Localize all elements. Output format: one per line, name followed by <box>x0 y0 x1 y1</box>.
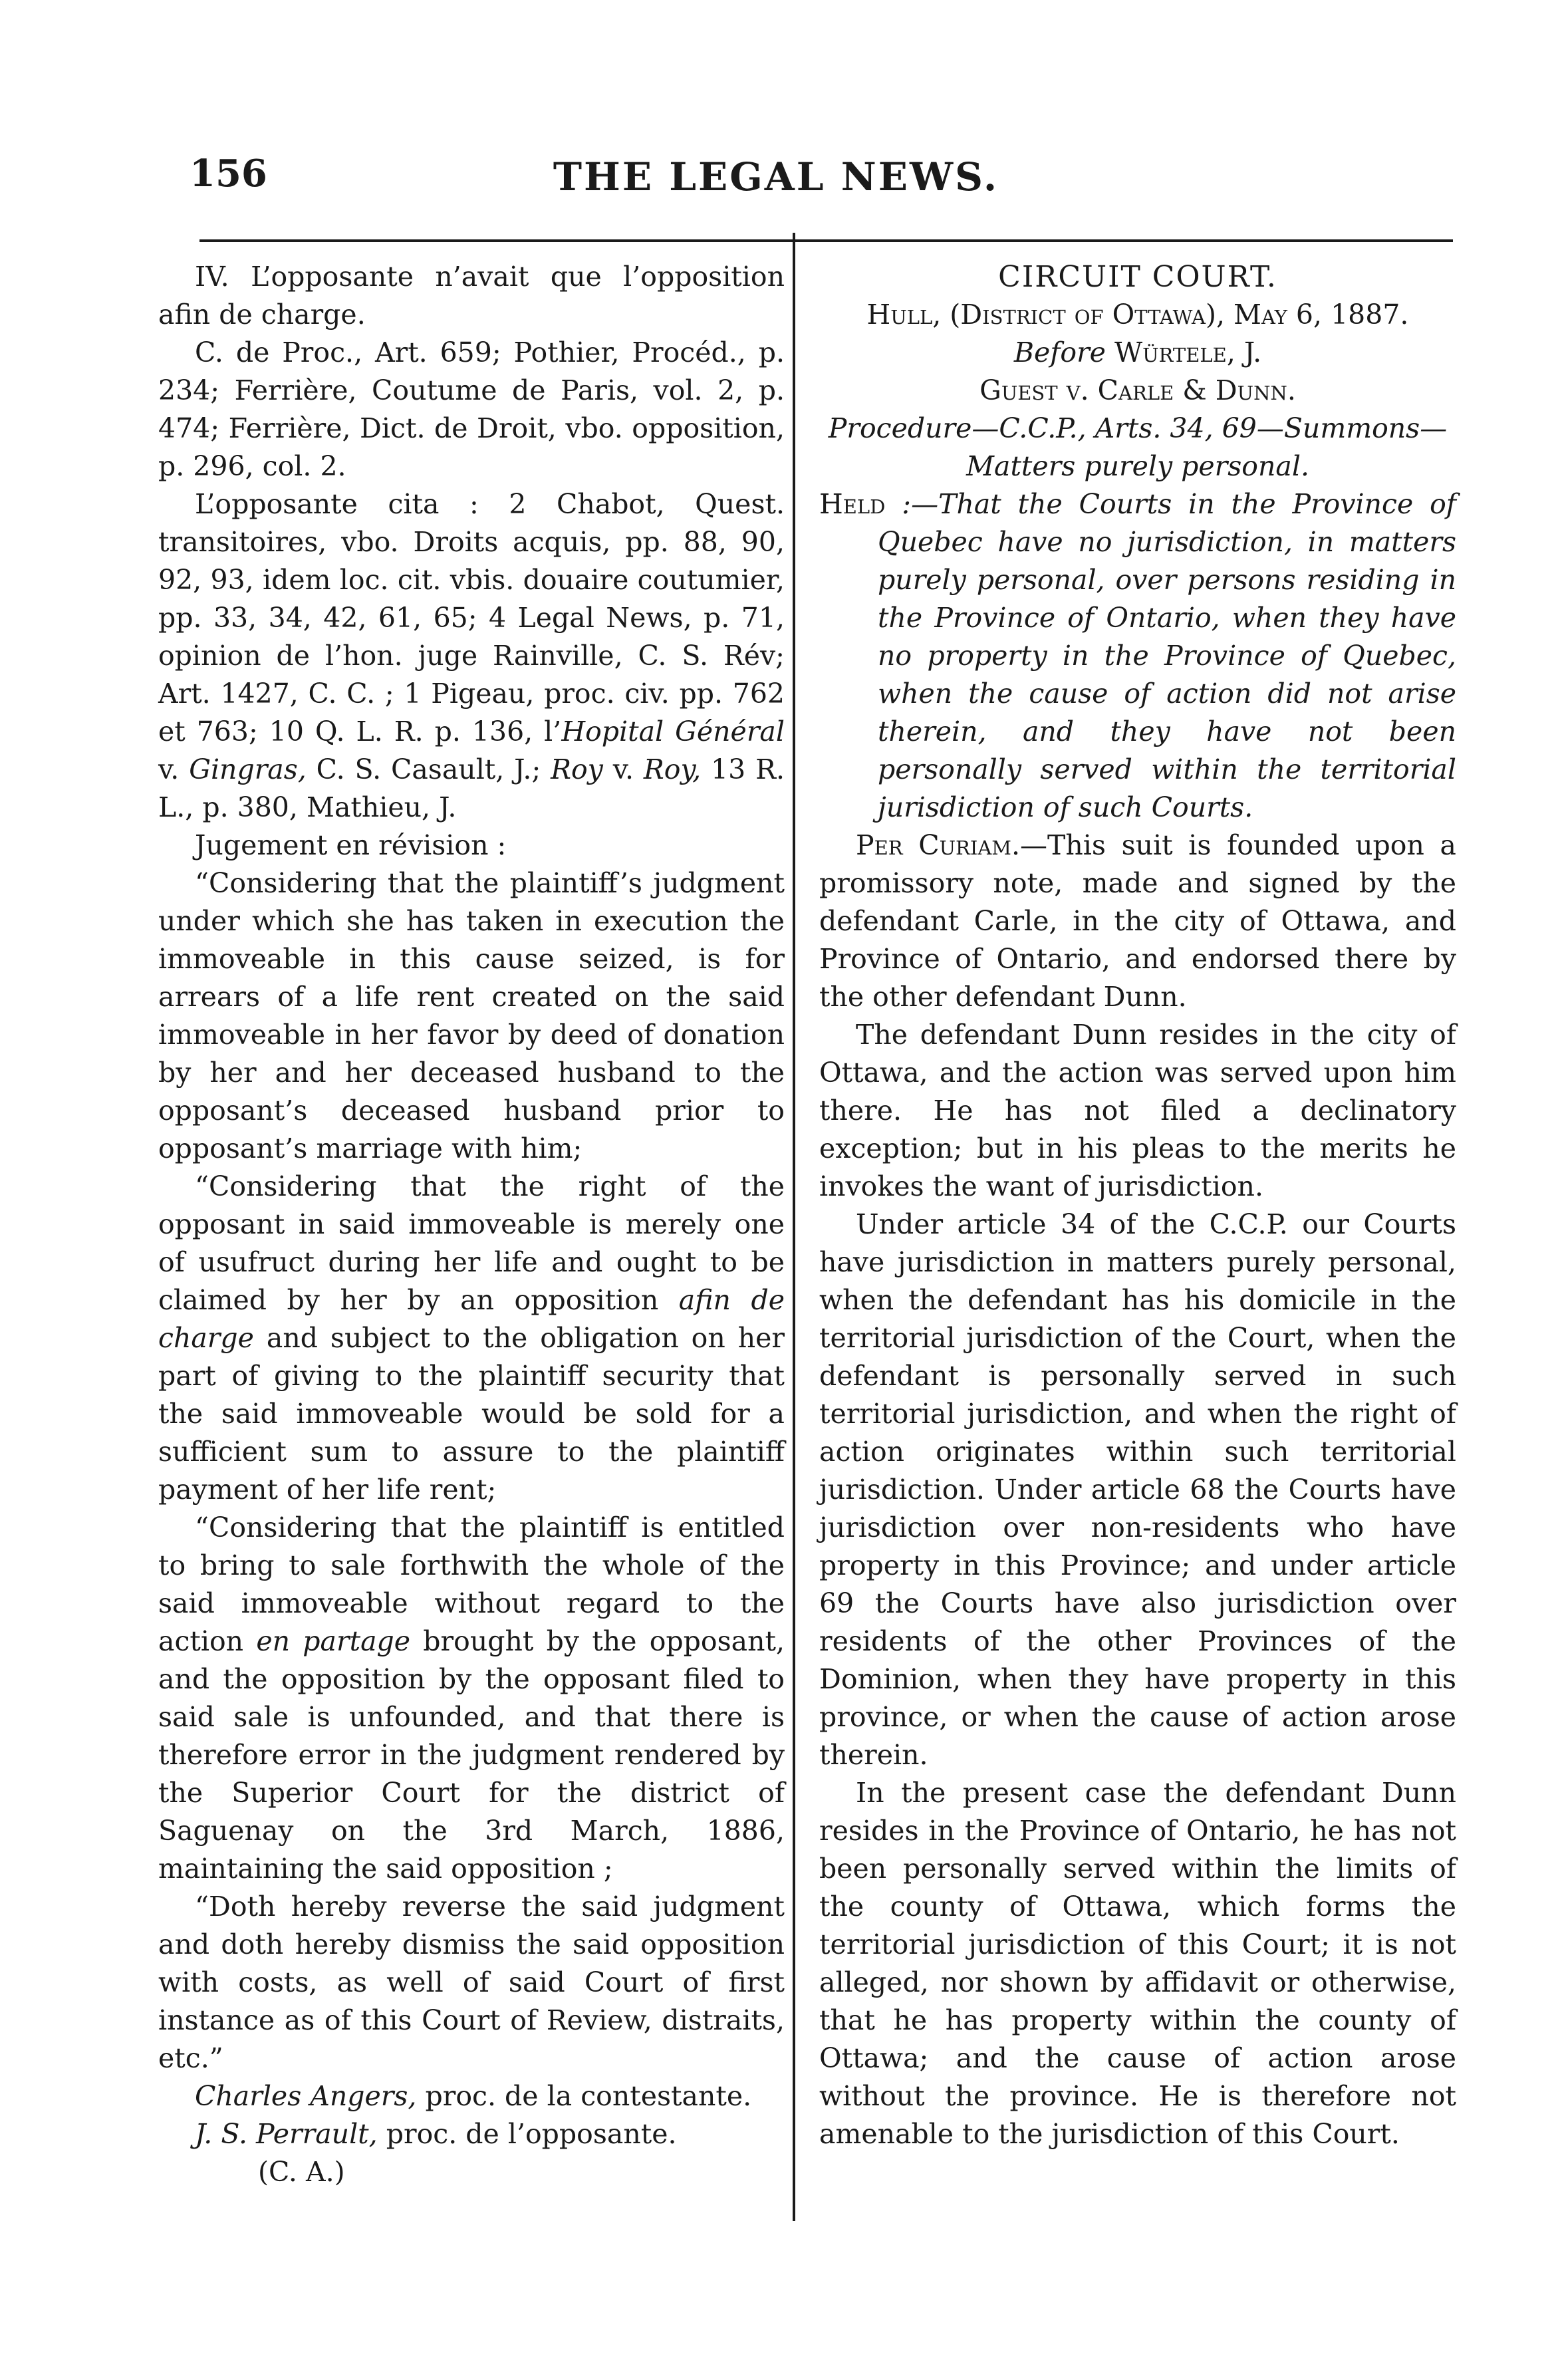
judgment-paragraph: “Doth hereby reverse the said judgment and doth hereby dismiss the said opposition with costs, as well of said Court of first instance as of this Court of Review, distraits, etc.” <box>158 1891 785 2074</box>
court-title: CIRCUIT COURT. <box>998 260 1277 294</box>
judgment-paragraph: “Considering that the plaintiff is entitled to bring to sale forthwith the whole of the said immoveable without regard to the action en partage brought by the opposant, and the opposition by the opposant filed to said sale is unfounded, and that there is therefore error in the judgment rendered by the Superior Court for the district of Saguenay on the 3rd March, 1886, maintaining the said opposition ; <box>158 1512 785 1885</box>
opinion-paragraph: In the present case the defendant Dunn resides in the Province of Ontario, he has not been personally served within the limits of the county of Ottawa, which forms the territorial jurisdiction of this Court; it is not alleged, nor shown by affidavit or otherwise, that he has property within the county of Ottawa; and the cause of action arose without the province. He is therefore not amenable to the jurisdiction of this Court. <box>819 1777 1456 2150</box>
citation-paragraph: C. de Proc., Art. 659; Pothier, Procéd., p. 234; Ferrière, Coutume de Paris, vol. 2, p. 474; Ferrière, Dict. de Droit, vbo. opposition, p. 296, col. 2. <box>158 336 785 482</box>
place-date: Hull, (District of Ottawa), May 6, 1887. <box>866 299 1409 331</box>
citation-paragraph: L’opposante cita : 2 Chabot, Quest. transitoires, vbo. Droits acquis, pp. 88, 90, 92, 93, idem loc. cit. vbis. douaire coutumier, pp. 33, 34, 42, 61, 65; 4 Legal News, p. 71, opinion de l’hon. juge Rainville, C. S. Rév; Art. 1427, C. C. ; 1 Pigeau, proc. civ. pp. 762 et 763; 10 Q. L. R. p. 136, l’Hopital Général v. Gingras, C. S. Casault, J.; Roy v. Roy, 13 R. L., p. 380, Mathieu, J. <box>158 488 785 823</box>
opinion-paragraph: Under article 34 of the C.C.P. our Courts have jurisdiction in matters purely personal, when the defendant has his domicile in the territorial jurisdiction of the Court, when the defendant is personally served in such territorial jurisdiction, and when the right of action originates within such territorial jurisdiction. Under article 68 the Courts have jurisdiction over non-residents who have property in this Province; and under article 69 the Courts have also jurisdiction over residents of the other Provinces of the Dominion, when they have property in this province, or when the cause of action arose therein. <box>819 1208 1456 1771</box>
running-title: THE LEGAL NEWS. <box>553 154 999 199</box>
left-column <box>158 258 785 2191</box>
counsel-signature: Charles Angers, proc. de la contestante. <box>195 2080 752 2112</box>
judgment-heading: Jugement en révision : <box>195 829 507 861</box>
opinion-paragraph: Per Curiam.—This suit is founded upon a promissory note, made and signed by the defendant Carle, in the city of Ottawa, and Province of Ontario, and endorsed there by the other defendant Dunn. <box>819 829 1456 1013</box>
header-rule <box>199 239 1453 242</box>
opinion-paragraph: The defendant Dunn resides in the city of Ottawa, and the action was served upon him there. He has not filed a declinatory exception; but in his pleas to the merits he invokes the want of jurisdiction. <box>819 1019 1456 1202</box>
reporter-initials: (C. A.) <box>258 2156 345 2188</box>
right-column <box>819 258 1456 2153</box>
paragraph: IV. L’opposante n’avait que l’opposition afin de charge. <box>158 261 785 331</box>
page-number: 156 <box>190 152 267 196</box>
held-summary: Held :—That the Courts in the Province of Quebec have no jurisdiction, in matters purely personal, over persons residing in the Province of Ontario, when they have no property in the Province of Quebec, when the cause of action did not arise therein, and they have not been personally served within the territorial jurisdiction of such Courts. <box>819 488 1456 823</box>
judge-line: Before Würtele, J. <box>1013 336 1262 368</box>
column-divider <box>793 233 795 2221</box>
headnote: Procedure—C.C.P., Arts. 34, 69—Summons—Matters purely personal. <box>828 412 1448 482</box>
case-name: Guest v. Carle & Dunn. <box>979 374 1296 406</box>
page-header <box>0 140 1552 213</box>
judgment-paragraph: “Considering that the right of the opposant in said immoveable is merely one of usufruct during her life and ought to be claimed by her by an opposition afin de charge and subject to the obligation on her part of giving to the plaintiff security that the said immoveable would be sold for a sufficient sum to assure to the plaintiff payment of her life rent; <box>158 1170 785 1506</box>
counsel-signature: J. S. Perrault, proc. de l’opposante. <box>195 2118 677 2150</box>
judgment-paragraph: “Considering that the plaintiff’s judgment under which she has taken in execution the immoveable in this cause seized, is for arrears of a life rent created on the said immoveable in her favor by deed of donation by her and her deceased husband to the opposant’s deceased husband prior to opposant’s marriage with him; <box>158 867 785 1164</box>
